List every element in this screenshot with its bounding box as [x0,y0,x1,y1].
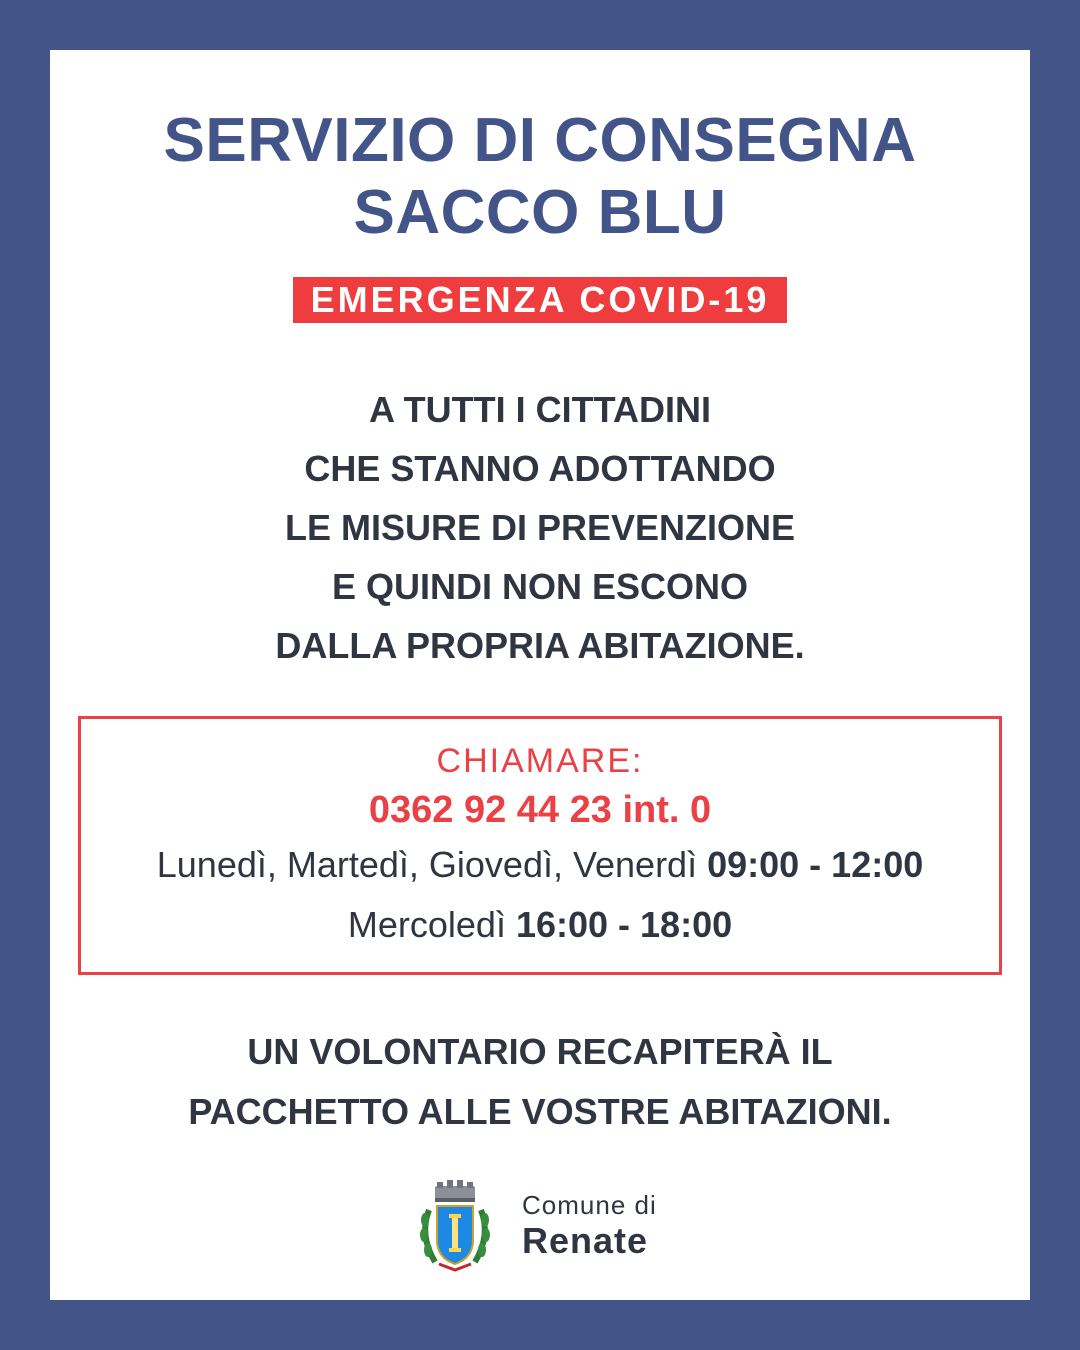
phone-number: 0362 92 44 23 int. 0 [368,789,712,831]
schedule-row [81,895,999,955]
contact-box [78,716,1002,975]
poster-card [50,50,1030,1300]
badge-container [50,277,1030,323]
schedule-time: 09:00 - 12:00 [707,844,924,885]
closing-line: UN VOLONTARIO RECAPITERÀ IL [247,1031,833,1072]
schedule-days: Lunedì, Martedì, Giovedì, Venerdì [156,844,698,885]
municipality-prefix: Comune di [522,1190,657,1220]
schedule-time: 16:00 - 18:00 [515,904,733,945]
intro-text [50,380,1030,675]
title-line-2: SACCO BLU [353,178,727,247]
intro-line: E QUINDI NON ESCONO [331,566,749,607]
closing-text [50,1022,1030,1142]
intro-line: DALLA PROPRIA ABITAZIONE. [275,625,805,666]
municipality-title: Renate [522,1220,649,1261]
schedule-days: Mercoledì [347,904,506,945]
emergency-badge: EMERGENZA COVID-19 [293,277,788,323]
schedule-row [81,835,999,895]
title-line-1: SERVIZIO DI CONSEGNA [163,106,917,175]
call-label: CHIAMARE: [436,742,644,780]
municipal-coat-of-arms-icon [415,1180,495,1275]
page-title [50,105,1030,249]
closing-line: PACCHETTO ALLE VOSTRE ABITAZIONI. [188,1091,892,1132]
intro-line: A TUTTI I CITTADINI [369,389,711,430]
municipality-name [522,1190,657,1262]
intro-line: LE MISURE DI PREVENZIONE [284,507,796,548]
intro-line: CHE STANNO ADOTTANDO [304,448,776,489]
